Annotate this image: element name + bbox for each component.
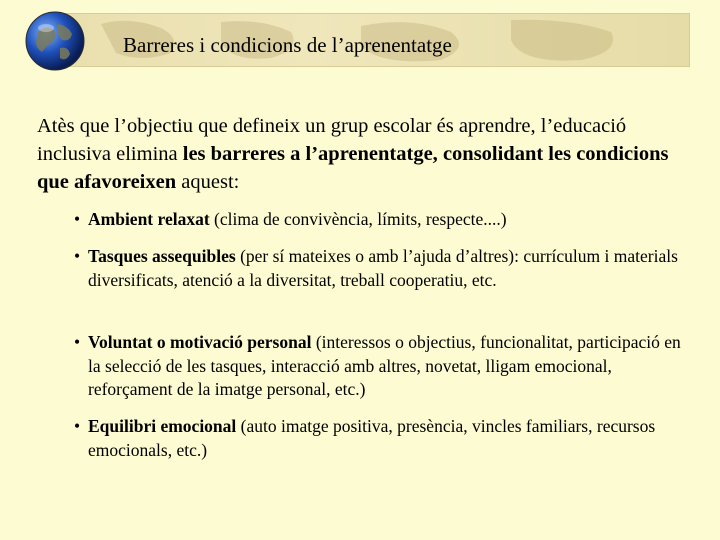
- intro-bold-1: les barreres a l’aprenentatge,: [182, 143, 438, 165]
- bullet-lead: Tasques assequibles: [88, 246, 236, 266]
- intro-bold-2: consolidant les condicions que afavoreixen: [37, 143, 669, 193]
- bullet-lead: Voluntat o motivació personal: [88, 332, 312, 352]
- bullet-marker: •: [74, 416, 81, 436]
- bullet-text: (per sí mateixes o amb l’ajuda d’altres): currículum i materials diversificats, atenció a la diversitat, treball cooperatiu, etc.: [88, 246, 678, 290]
- bullet-marker: •: [74, 209, 81, 229]
- globe-icon: [24, 10, 86, 72]
- bullet-marker: •: [74, 246, 81, 266]
- bullet-text: (clima de convivència, límits, respecte....): [209, 209, 507, 229]
- intro-paragraph: [37, 112, 677, 196]
- bullet-lead: Equilibri emocional: [88, 416, 237, 436]
- slide-title: Barreres i condicions de l’aprenentatge: [123, 33, 452, 57]
- bullet-item: [74, 331, 694, 402]
- bullet-item: [74, 245, 694, 292]
- bullet-item: [74, 208, 507, 232]
- bullet-text: (interessos o objectius, funcionalitat, participació en la selecció de les tasques, interacció amb altres, novetat, lligam emocional, reforçament de la imatge personal, etc.): [88, 332, 681, 399]
- bullet-item: [74, 415, 694, 462]
- intro-text-1: Atès que l’objectiu que defineix un grup escolar és aprendre, l’educació inclusiva elimina: [37, 115, 627, 165]
- intro-text-3: aquest:: [176, 171, 240, 193]
- bullet-text: (auto imatge positiva, presència, vincles familiars, recursos emocionals, etc.): [88, 416, 656, 460]
- bullet-marker: •: [74, 332, 81, 352]
- bullet-lead: Ambient relaxat: [88, 209, 210, 229]
